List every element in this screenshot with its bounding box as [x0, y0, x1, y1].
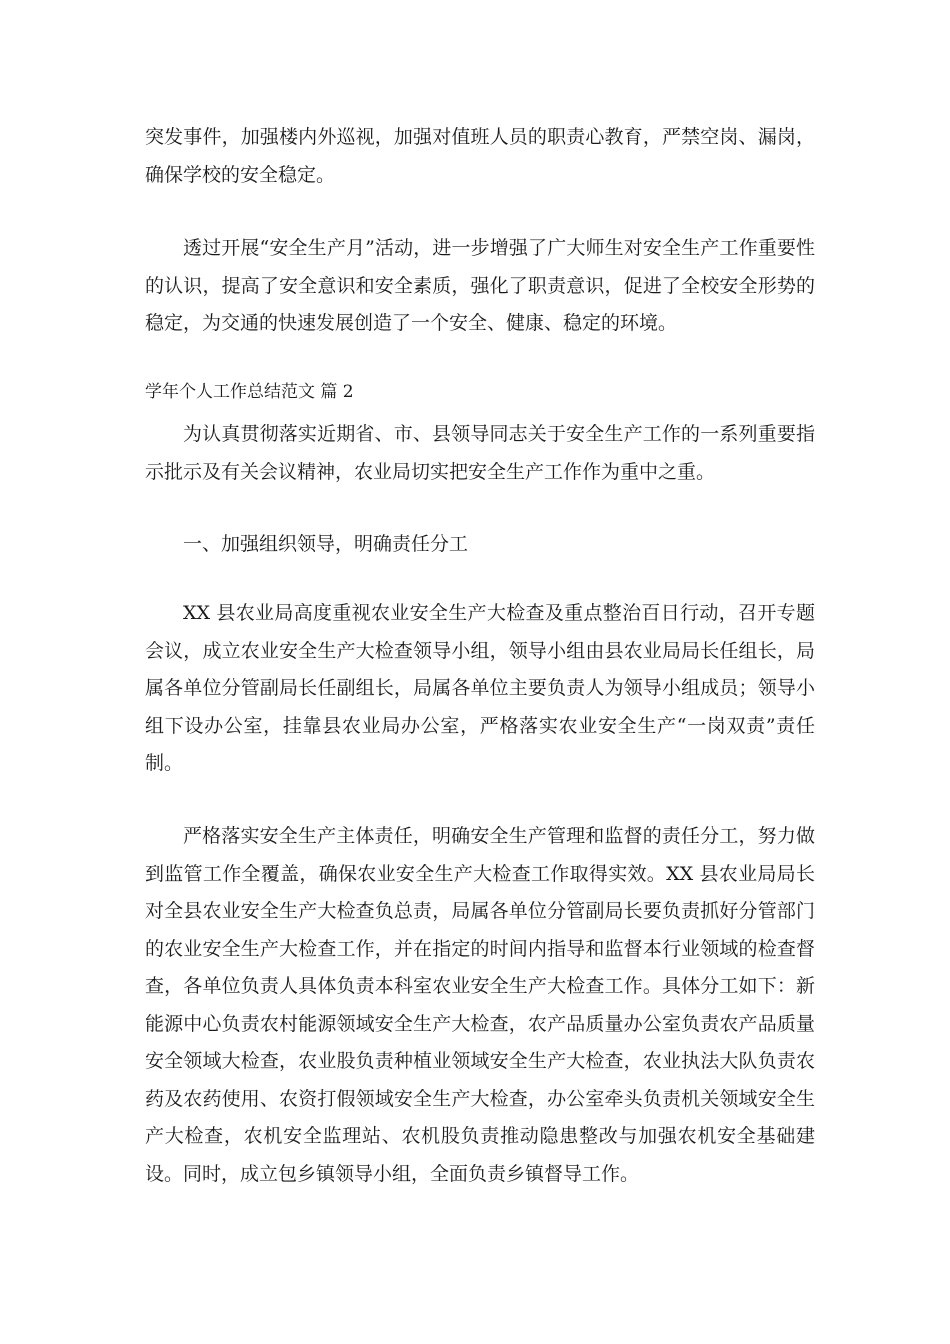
- paragraph-safety-month-summary: 透过开展“安全生产月”活动，进一步增强了广大师生对安全生产工作重要性的认识，提高了安全意识和安全素质，强化了职责意识，促进了全校安全形势的稳定，为交通的快速发展创造了一个安全、健康、稳定的环境。: [145, 237, 815, 334]
- paragraph-responsibility: 严格落实安全生产主体责任，明确安全生产管理和监督的责任分工，努力做到监管工作全覆盖，确保农业安全生产大检查工作取得实效。XX 县农业局局长对全县农业安全生产大检查负总责，局属各单位分管副局长要负责抓好分管部门的农业安全生产大检查工作，并在指定的时间内指导和监督本行业领域的检查督查，各单位负责人具体负责本科室农业安全生产大检查工作。具体分工如下：新能源中心负责农村能源领域安全生产大检查，农产品质量办公室负责农产品质量安全领域大检查，农业股负责种植业领域安全生产大检查，农业执法大队负责农药及农药使用、农资打假领域安全生产大检查，办公室牵头负责机关领域安全生产大检查，农机安全监理站、农机股负责推动隐患整改与加强农机安全基础建设。同时，成立包乡镇领导小组，全面负责乡镇督导工作。: [145, 825, 815, 1185]
- section-title: 学年个人工作总结范文 篇 2: [145, 382, 354, 402]
- subheading-organization: 一、加强组织领导，明确责任分工: [183, 533, 469, 555]
- paragraph-organization: XX 县农业局高度重视农业安全生产大检查及重点整治百日行动，召开专题会议，成立农业安全生产大检查领导小组，领导小组由县农业局局长任组长，局属各单位分管副局长任副组长，局属各单位主要负责人为领导小组成员；领导小组下设办公室，挂靠县农业局办公室，严格落实农业安全生产“一岗双责”责任制。: [145, 602, 815, 774]
- paragraph-intro: 为认真贯彻落实近期省、市、县领导同志关于安全生产工作的一系列重要指示批示及有关会议精神，农业局切实把安全生产工作作为重中之重。: [145, 423, 815, 483]
- paragraph-continuation: 突发事件，加强楼内外巡视，加强对值班人员的职责心教育，严禁空岗、漏岗，确保学校的安全稳定。: [145, 126, 815, 186]
